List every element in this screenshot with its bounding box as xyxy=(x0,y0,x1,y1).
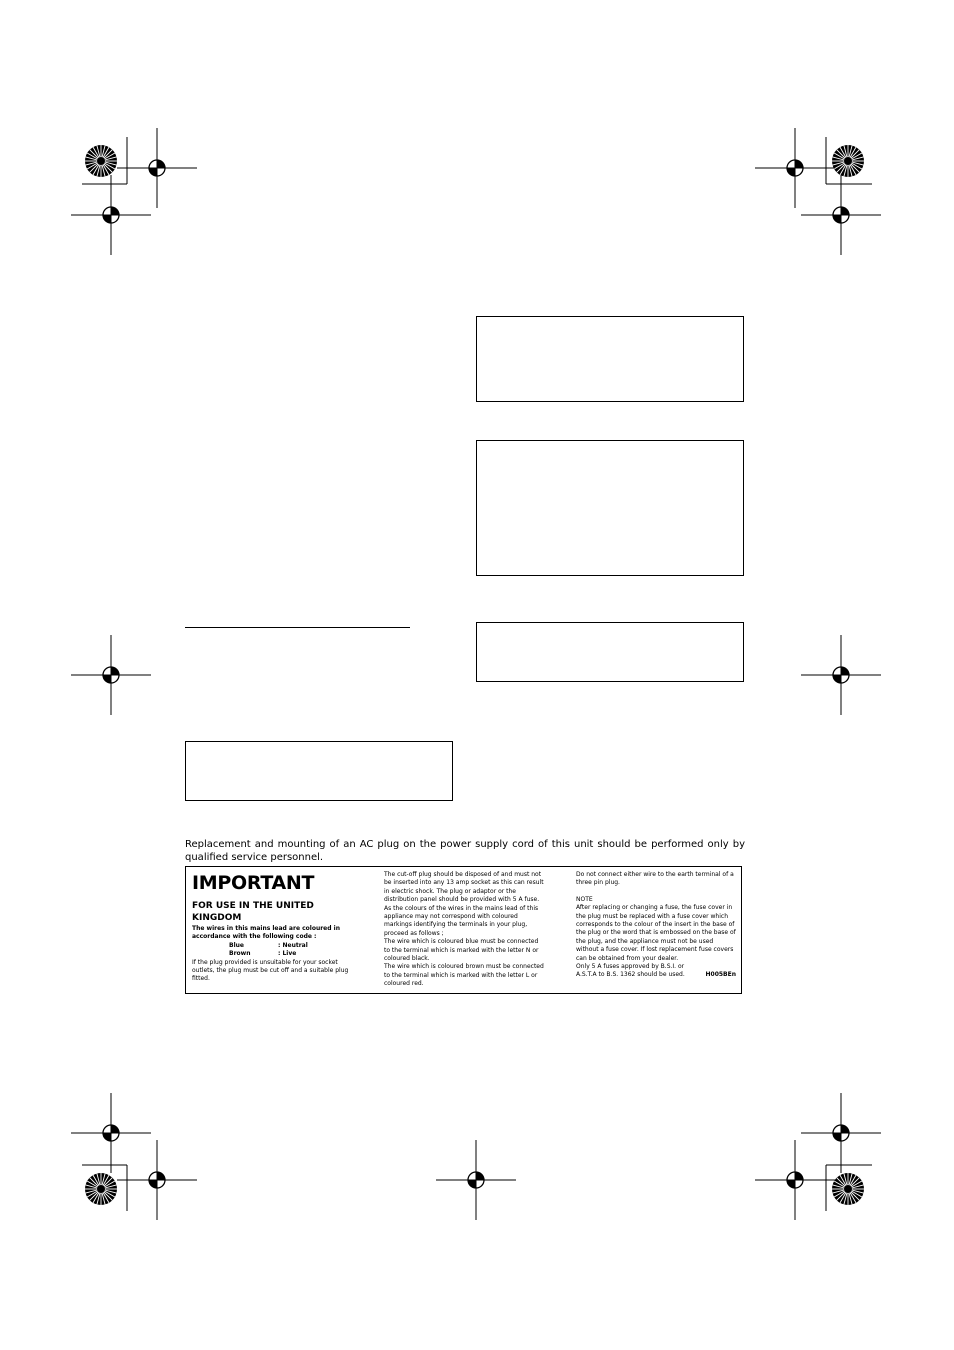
empty-box-2 xyxy=(476,440,744,576)
fuse-cover-text: After replacing or changing a fuse, the fuse cover in the plug must be replaced with a fuse cover which corresponds to the colour of the insert in the base of the plug or the word that is embossed on the base of the plug, and the appliance must not be used without a fuse cover. If lost replacement fuse covers can be obtained from your dealer. xyxy=(576,904,736,962)
wire-code-row xyxy=(192,950,352,958)
ac-plug-notice: Replacement and mounting of an AC plug on the power supply cord of this unit should be performed only by qualified service personnel. xyxy=(185,839,745,863)
important-subtitle: FOR USE IN THE UNITED KINGDOM xyxy=(192,901,314,923)
wire-meaning: : Neutral xyxy=(278,941,308,949)
wire-meaning: : Live xyxy=(278,950,297,958)
fuse-approval-row xyxy=(576,963,736,980)
empty-box-1 xyxy=(476,316,744,402)
wire-color: Brown xyxy=(229,950,251,958)
important-column-2 xyxy=(384,871,544,989)
wire-code-row xyxy=(192,942,352,950)
important-title: IMPORTANT xyxy=(192,872,315,894)
important-column-3 xyxy=(576,871,736,980)
fuse-approval-text: Only 5 A fuses approved by B.S.I. or A.S.T.A to B.S. 1362 should be used. xyxy=(576,963,685,979)
wire-color: Blue xyxy=(229,941,244,949)
wires-intro: The wires in this mains lead are coloured in accordance with the following code : xyxy=(192,925,340,941)
blue-wire-text: The wire which is coloured blue must be connected to the terminal which is marked with the letter N or coloured black. xyxy=(384,938,539,963)
important-column-1 xyxy=(192,871,352,984)
cut-off-plug-text: The cut-off plug should be disposed of and must not be inserted into any 13 amp socket as this can result in electric shock. The plug or adaptor or the distribution panel should be provided with 5 A fuse. As the colours of the wires in the mains lead of this appliance may not correspond with coloured markings identifying the terminals in your plug, proceed as follows ; xyxy=(384,871,544,937)
plug-unsuitable-text: If the plug provided is unsuitable for your socket outlets, the plug must be cut off and a suitable plug fitted. xyxy=(192,958,349,983)
empty-box-4 xyxy=(185,741,453,801)
empty-box-3 xyxy=(476,622,744,682)
earth-terminal-text: Do not connect either wire to the earth terminal of a three pin plug. xyxy=(576,871,734,887)
horizontal-rule xyxy=(185,627,410,628)
document-code: H005BEn xyxy=(705,971,736,979)
important-box xyxy=(185,866,742,994)
note-label: NOTE xyxy=(576,895,593,903)
brown-wire-text: The wire which is coloured brown must be connected to the terminal which is marked with the letter L or coloured red. xyxy=(384,963,544,988)
